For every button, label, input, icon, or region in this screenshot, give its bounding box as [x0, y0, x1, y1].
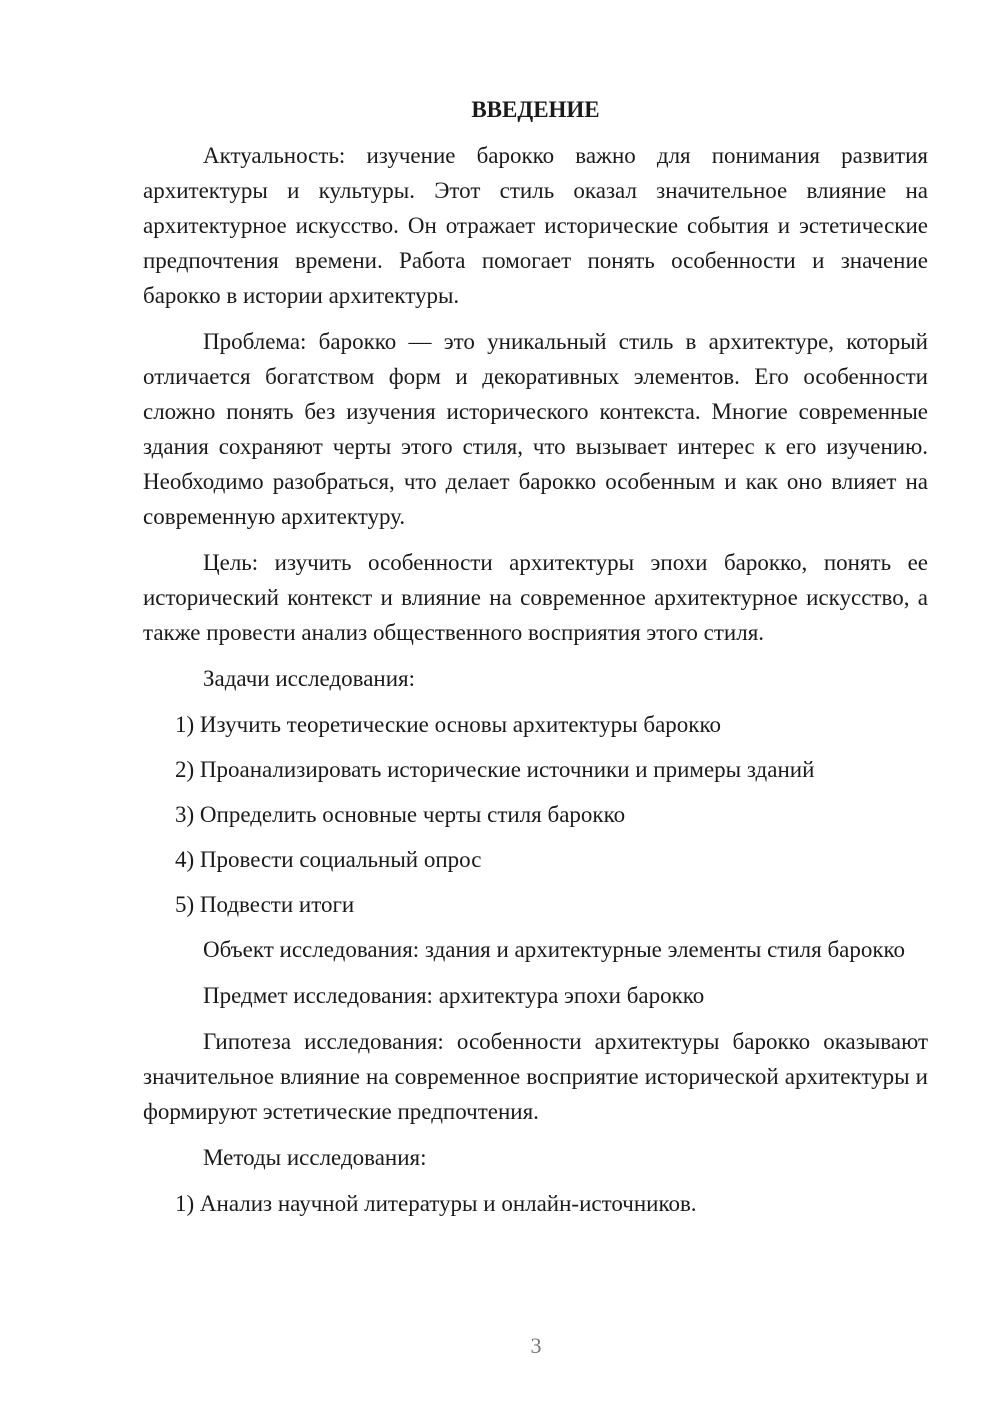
list-item: 5) Подвести итоги — [175, 892, 355, 917]
relevance-paragraph: Актуальность: изучение барокко важно для понимания развития архитектуры и культуры. Этот стиль оказал значительное влияние на архитектурное искусство. Он отражает исторические события и эстетические предпочтения времени. Работа помогает понять особенности и значение барокко в истории архитектуры. — [143, 143, 928, 308]
list-item: 3) Определить основные черты стиля барокко — [175, 802, 626, 827]
methods-list — [143, 1186, 928, 1221]
list-item: 2) Проанализировать исторические источники и примеры зданий — [175, 757, 815, 782]
page-content — [143, 92, 928, 1231]
section-heading: ВВЕДЕНИЕ — [471, 97, 600, 122]
object-paragraph: Объект исследования: здания и архитектурные элементы стиля барокко — [203, 937, 906, 962]
page-number: 3 — [530, 1333, 542, 1358]
list-item: 4) Провести социальный опрос — [175, 847, 482, 872]
methods-title: Методы исследования: — [203, 1145, 427, 1170]
tasks-list — [143, 707, 928, 922]
goal-paragraph: Цель: изучить особенности архитектуры эпохи барокко, понять ее исторический контекст и влияние на современное архитектурное искусство, а также провести анализ общественного восприятия этого стиля. — [143, 550, 928, 645]
list-item: 1) Анализ научной литературы и онлайн-источников. — [175, 1191, 697, 1216]
tasks-title: Задачи исследования: — [203, 666, 416, 691]
problem-paragraph: Проблема: барокко — это уникальный стиль в архитектуре, который отличается богатством форм и декоративных элементов. Его особенности сложно понять без изучения исторического контекста. Многие современные здания сохраняют черты этого стиля, что вызывает интерес к его изучению. Необходимо разобраться, что делает барокко особенным и как оно влияет на современную архитектуру. — [143, 329, 928, 529]
list-item: 1) Изучить теоретические основы архитектуры барокко — [175, 712, 721, 737]
hypothesis-paragraph: Гипотеза исследования: особенности архитектуры барокко оказывают значительное влияние на современное восприятие исторической архитектуры и формируют эстетические предпочтения. — [143, 1029, 928, 1124]
subject-paragraph: Предмет исследования: архитектура эпохи барокко — [203, 983, 705, 1008]
